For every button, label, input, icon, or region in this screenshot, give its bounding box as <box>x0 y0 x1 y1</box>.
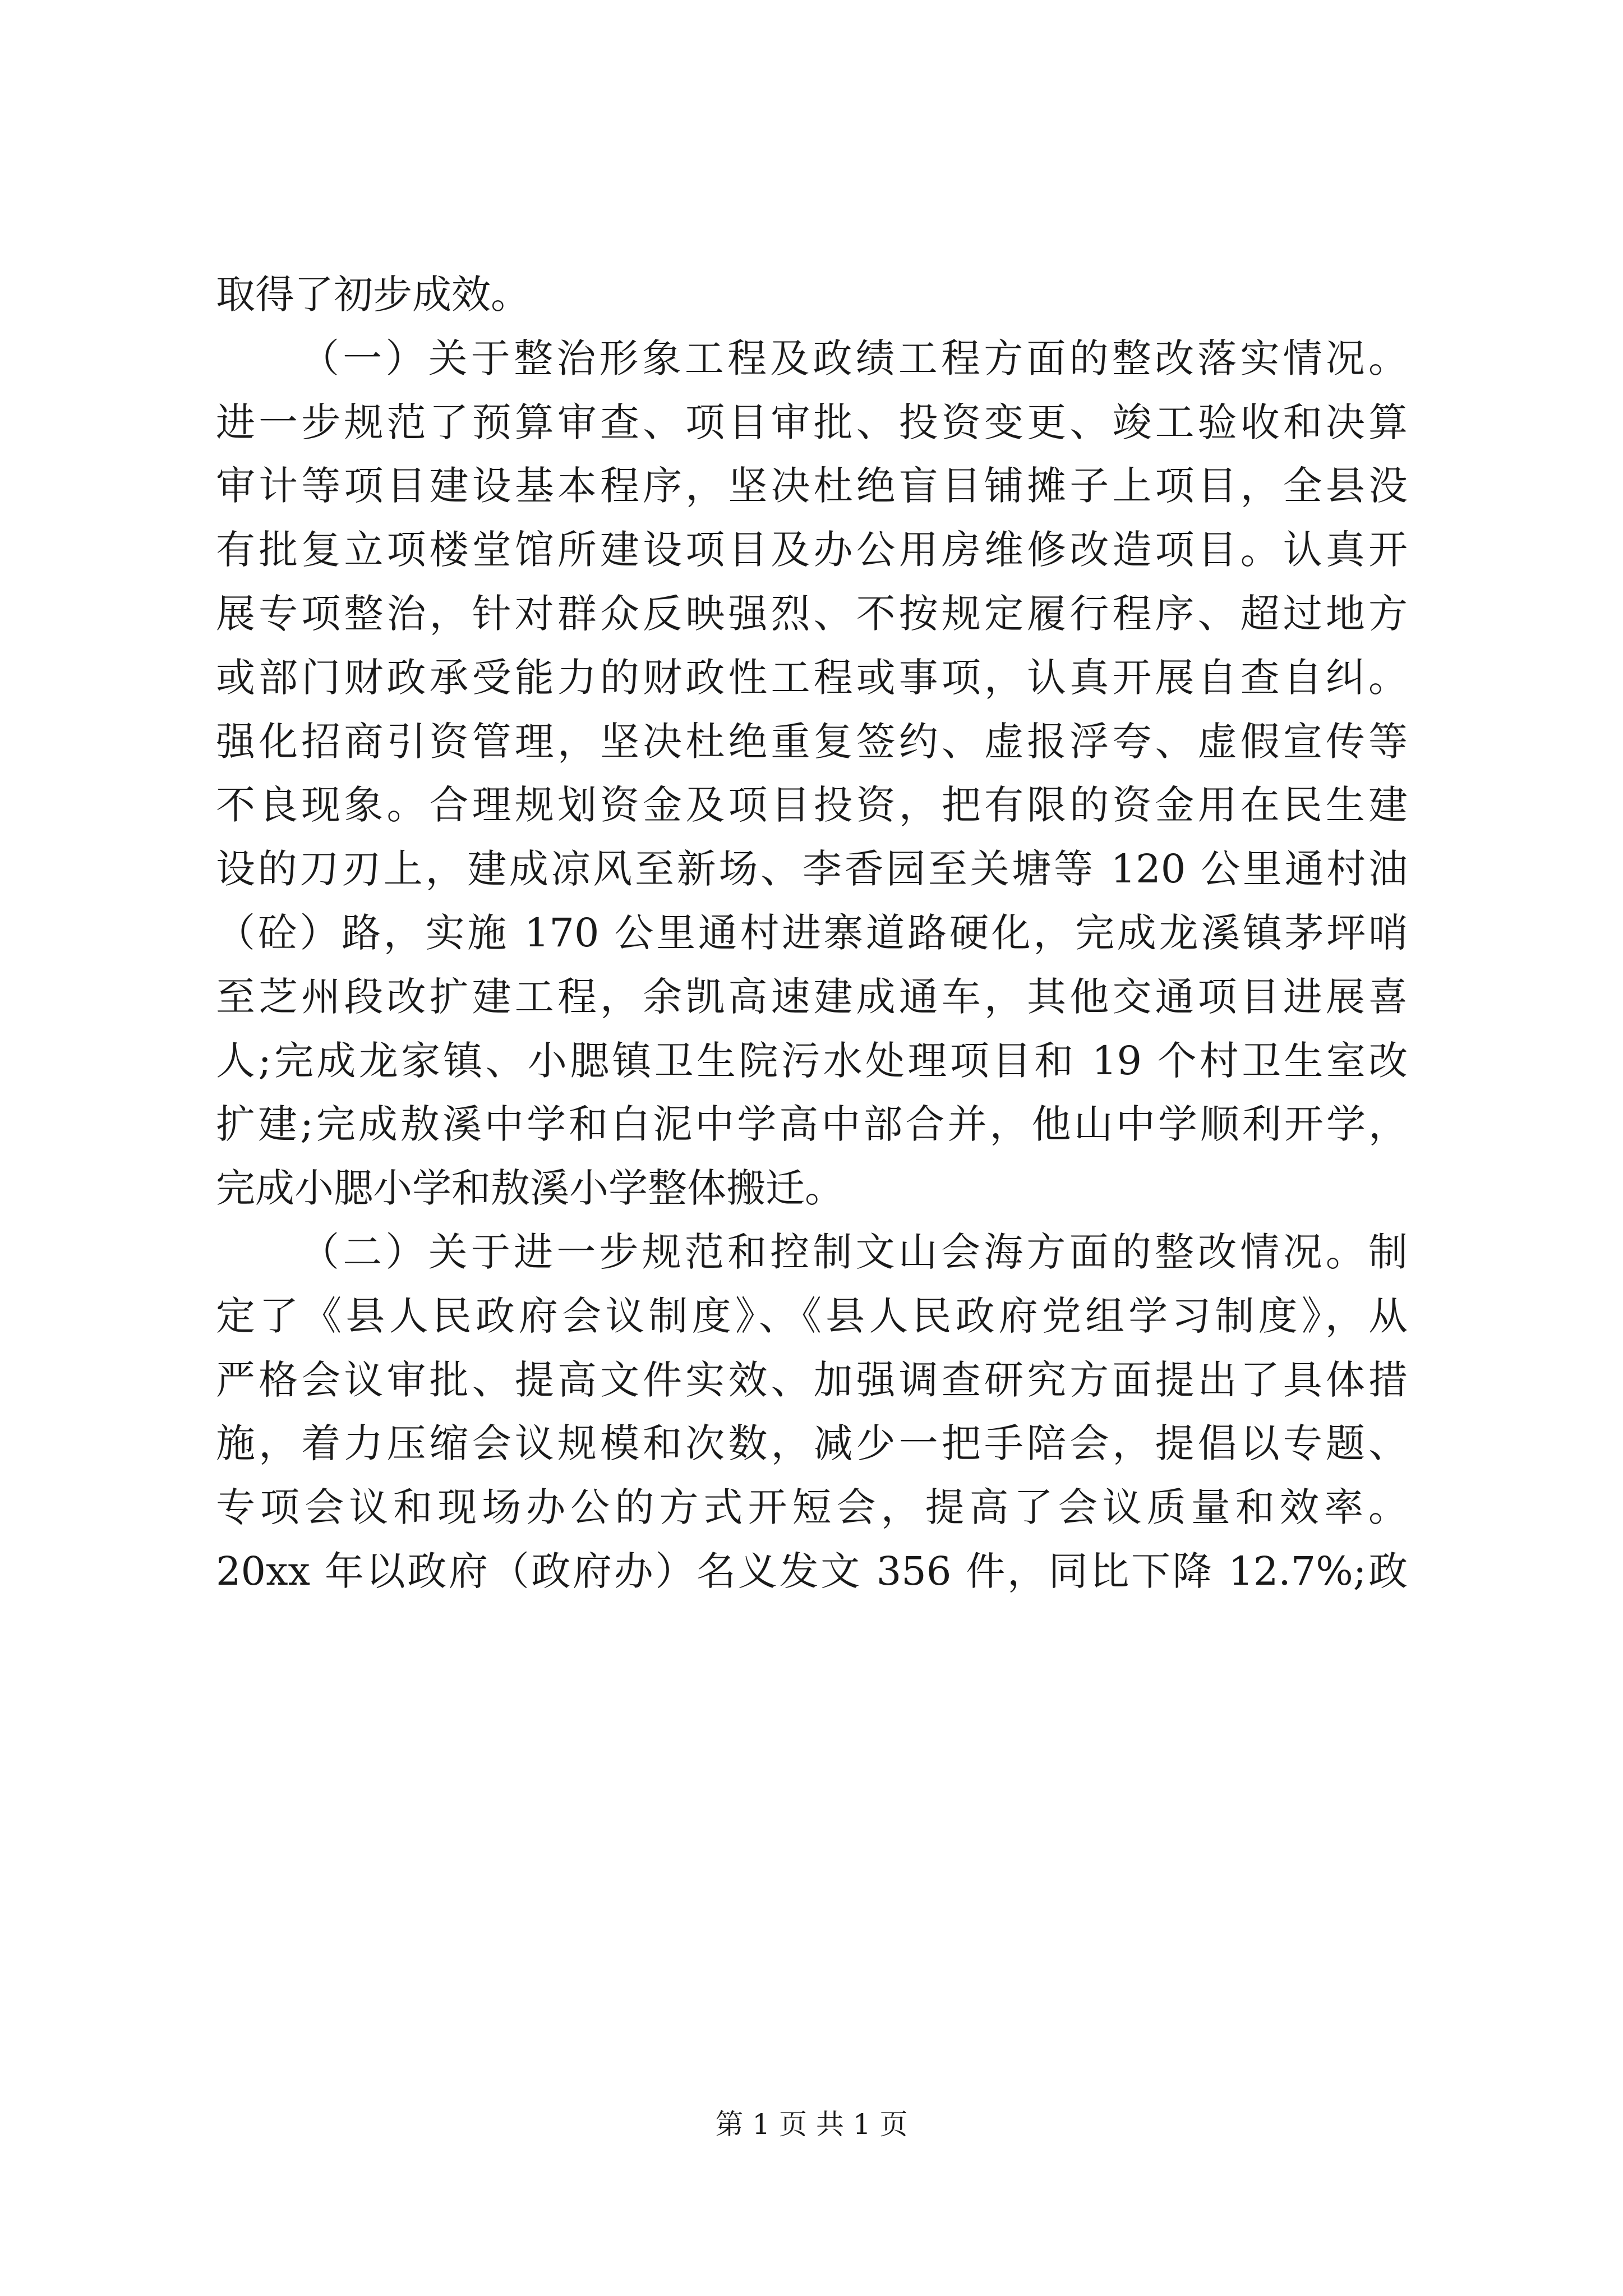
text-line: 取得了初步成效。 <box>216 272 530 318</box>
text-line: 强化招商引资管理，坚决杜绝重复签约、虚报浮夸、虚假宣传等 <box>216 719 1408 765</box>
text-line: 审计等项目建设基本程序，坚决杜绝盲目铺摊子上项目，全县没 <box>216 463 1408 509</box>
text-line: 展专项整治，针对群众反映强烈、不按规定履行程序、超过地方 <box>216 591 1408 637</box>
text-line: 施，着力压缩会议规模和次数，减少一把手陪会，提倡以专题、 <box>216 1420 1408 1466</box>
text-line: 或部门财政承受能力的财政性工程或事项，认真开展自查自纠。 <box>216 655 1408 701</box>
paragraph-heading-2: （二）关于进一步规范和控制文山会海方面的整改情况。制 <box>300 1229 1408 1275</box>
text-line: 定了《县人民政府会议制度》、《县人民政府党组学习制度》，从 <box>216 1293 1408 1339</box>
page-number-footer: 第 1 页 共 1 页 <box>715 2108 908 2141</box>
text-line: 扩建;完成敖溪中学和白泥中学高中部合并，他山中学顺利开学， <box>216 1101 1408 1147</box>
text-line: 人;完成龙家镇、小腮镇卫生院污水处理项目和 19 个村卫生室改 <box>216 1038 1408 1084</box>
text-line: 不良现象。合理规划资金及项目投资，把有限的资金用在民生建 <box>216 782 1408 828</box>
text-line: 完成小腮小学和敖溪小学整体搬迁。 <box>216 1165 844 1211</box>
text-line: 有批复立项楼堂馆所建设项目及办公用房维修改造项目。认真开 <box>216 527 1408 573</box>
text-line: 专项会议和现场办公的方式开短会，提高了会议质量和效率。 <box>216 1484 1408 1530</box>
paragraph-heading-1: （一）关于整治形象工程及政绩工程方面的整改落实情况。 <box>300 335 1408 381</box>
text-line: 进一步规范了预算审查、项目审批、投资变更、竣工验收和决算 <box>216 399 1408 445</box>
text-line: 设的刀刃上，建成凉风至新场、李香园至关塘等 120 公里通村油 <box>216 846 1408 892</box>
text-line: 严格会议审批、提高文件实效、加强调查研究方面提出了具体措 <box>216 1357 1408 1403</box>
text-line: 20xx 年以政府（政府办）名义发文 356 件，同比下降 12.7%;政 <box>216 1548 1408 1594</box>
text-line: （砼）路，实施 170 公里通村进寨道路硬化，完成龙溪镇茅坪哨 <box>216 910 1408 956</box>
text-line: 至芝州段改扩建工程，余凯高速建成通车，其他交通项目进展喜 <box>216 974 1408 1020</box>
